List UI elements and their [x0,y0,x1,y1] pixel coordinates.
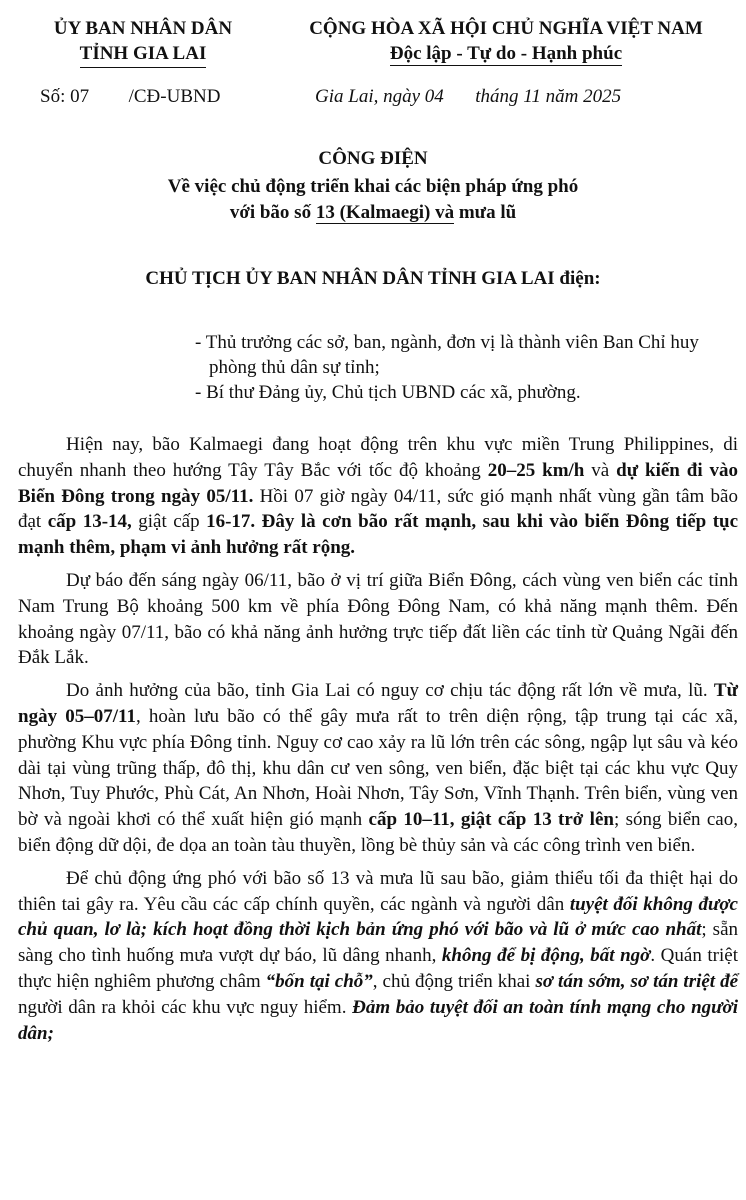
number-label: Số: 07 [40,86,90,107]
subject-line-2: với bão số 13 (Kalmaegi) và mưa lũ [229,202,517,223]
recipient-list [195,330,715,405]
recipient-item: - Bí thư Đảng ủy, Chủ tịch UBND các xã, phường. [195,382,581,403]
sender-line: CHỦ TỊCH ỦY BAN NHÂN DÂN TỈNH GIA LAI điện: [145,268,601,289]
document-title: CÔNG ĐIỆN [318,148,428,169]
month-year: tháng 11 năm 2025 [475,86,622,107]
paragraph-directive: Để chủ động ứng phó với bão số 13 và mưa lũ sau bão, giảm thiểu tối đa thiệt hại do thiên tai gây ra. Yêu cầu các cấp chính quyền, các ngành và người dân tuyệt đối không được chủ quan, lơ là; kích hoạt đồng thời kịch bản ứng phó với bão và lũ ở mức cao nhất; sẵn sàng cho tình huống mưa vượt dự báo, lũ dâng nhanh, không để bị động, bất ngờ. Quán triệt thực hiện nghiêm phương châm “bốn tại chỗ”, chủ động triển khai sơ tán sớm, sơ tán triệt để người dân ra khỏi các khu vực nguy hiểm. Đảm bảo tuyệt đối an toàn tính mạng cho người dân; [18,867,739,1044]
nation-name: CỘNG HÒA XÃ HỘI CHỦ NGHĨA VIỆT NAM [309,18,703,39]
place-day: Gia Lai, ngày 04 [315,86,444,107]
authority-line-2: TỈNH GIA LAI [80,41,207,68]
document-subject [0,174,746,226]
document-code: /CĐ-UBND [128,86,221,107]
national-header [272,16,740,66]
authority-line-1: ỦY BAN NHÂN DÂN [53,18,233,39]
document-number [40,86,220,108]
place-date [315,86,621,108]
subject-line-1: Về việc chủ động triển khai các biện pháp ứng phó [167,176,579,197]
recipient-item: - Thủ trưởng các sở, ban, ngành, đơn vị là thành viên Ban Chỉ huy phòng thủ dân sự tỉnh; [195,332,699,378]
issuing-authority [18,16,268,68]
national-motto: Độc lập - Tự do - Hạnh phúc [389,43,623,64]
paragraph-forecast: Dự báo đến sáng ngày 06/11, bão ở vị trí giữa Biển Đông, cách vùng ven biển các tỉnh Nam Trung Bộ khoảng 500 km về phía Đông Đông Nam, có khả năng mạnh thêm. Đến khoảng ngày 07/11, bão có khả năng ảnh hưởng trực tiếp đất liền các tỉnh từ Quảng Ngãi đến Đắk Lắk. [18,569,738,669]
document-body [18,432,738,1053]
paragraph-impact: Do ảnh hưởng của bão, tỉnh Gia Lai có nguy cơ chịu tác động rất lớn về mưa, lũ. Từ ngày 05–07/11, hoàn lưu bão có thể gây mưa rất to trên diện rộng, tập trung tại các xã, phường Khu vực phía Đông tỉnh. Nguy cơ cao xảy ra lũ lớn trên các sông, ngập lụt sâu và kéo dài tại vùng trũng thấp, đô thị, khu dân cư ven sông, ven biển, đặc biệt tại các khu vực Quy Nhơn, Tuy Phước, Phù Cát, An Nhơn, Hoài Nhơn, Tây Sơn, Vĩnh Thạnh. Trên biển, vùng ven bờ và ngoài khơi có thể xuất hiện gió mạnh cấp 10–11, giật cấp 13 trở lên; sóng biển cao, biển động dữ dội, đe dọa an toàn tàu thuyền, lồng bè thủy sản và các công trình ven biển. [18,680,738,856]
paragraph-storm-status: Hiện nay, bão Kalmaegi đang hoạt động trên khu vực miền Trung Philippines, di chuyển nhanh theo hướng Tây Tây Bắc với tốc độ khoảng 20–25 km/h và dự kiến đi vào Biển Đông trong ngày 05/11. Hồi 07 giờ ngày 04/11, sức gió mạnh nhất vùng gần tâm bão đạt cấp 13-14, giật cấp 16-17. Đây là cơn bão rất mạnh, sau khi vào biển Đông tiếp tục mạnh thêm, phạm vi ảnh hưởng rất rộng. [18,434,739,559]
